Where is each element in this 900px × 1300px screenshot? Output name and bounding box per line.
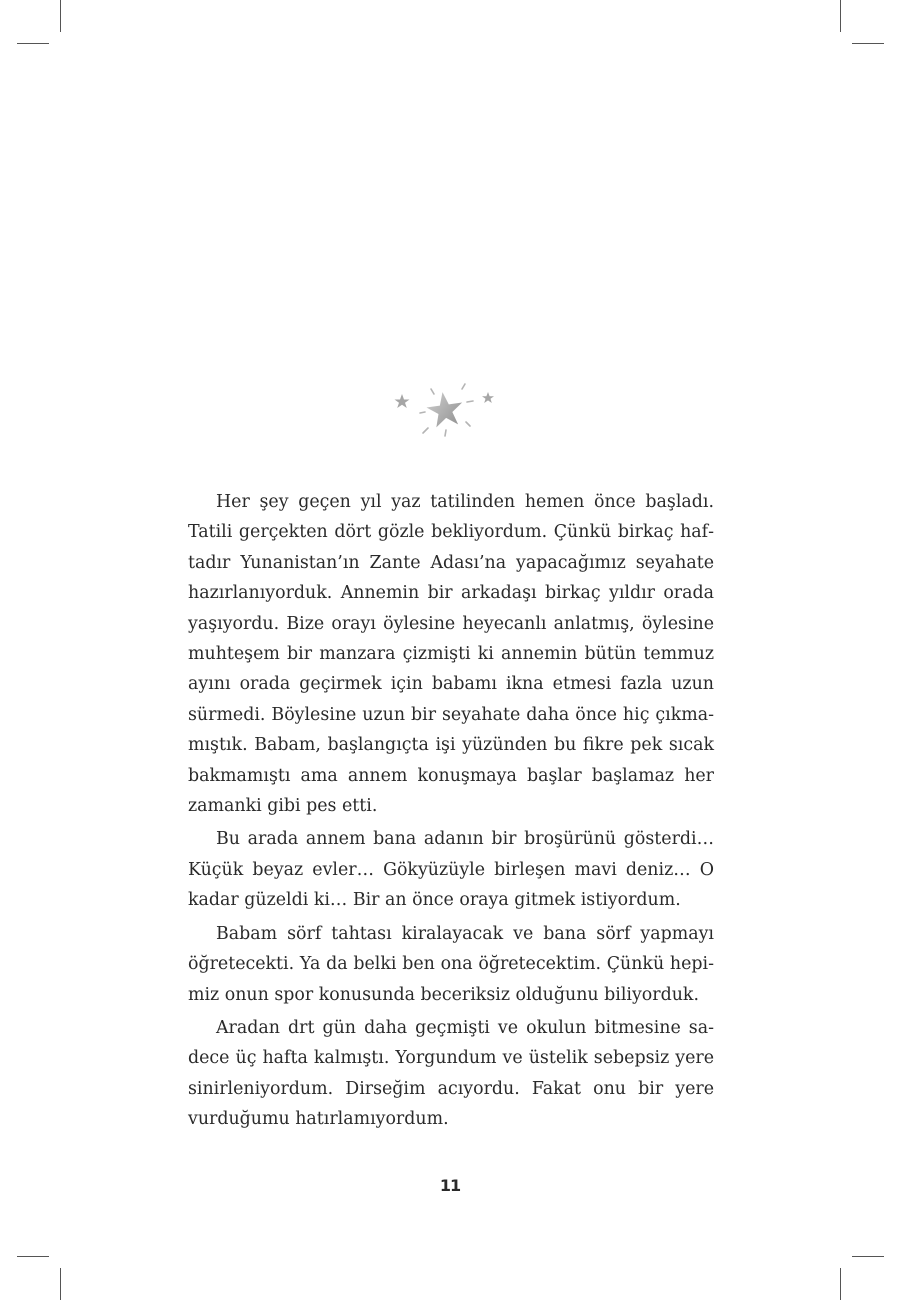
stars-ornament-icon: [390, 380, 500, 440]
paragraph: Aradan drt gün daha geçmişti ve okulun bitmesine sadece üç hafta kalmıştı. Yorgundum ve üstelik sebepsiz yere sinirleniyordum. Dirseğim acıyordu. Fakat onu bir yere vurduğumu hatırlamıyordum.: [188, 1017, 714, 1130]
crop-mark-bottom-right-vertical: [840, 1268, 841, 1300]
crop-mark-top-left-horizontal: [17, 43, 49, 44]
stars-ornament-svg: [390, 380, 500, 440]
large-star-icon: [425, 390, 465, 429]
crop-mark-bottom-left-horizontal: [17, 1256, 49, 1257]
crop-mark-top-right-horizontal: [852, 43, 884, 44]
page-number: 11: [439, 1176, 461, 1195]
crop-mark-top-left-vertical: [60, 0, 61, 32]
paragraph: Babam sörf tahtası kiralayacak ve bana sörf yapmayı öğretecekti. Ya da belki ben ona öğretecektim. Çünkü hepimiz onun spor konusunda beceriksiz olduğunu biliyorduk.: [188, 923, 714, 1005]
paragraph: Bu arada annem bana adanın bir broşürünü gösterdi… Küçük beyaz evler… Gökyüzüyle birleşen mavi deniz… O kadar güzeldi ki… Bir an önce oraya gitmek istiyordum.: [188, 829, 714, 911]
body-text: [188, 487, 714, 1135]
paragraph: Her şey geçen yıl yaz tatilinden hemen önce başladı. Tatili gerçekten dört gözle bekliyordum. Çünkü birkaç haftadır Yunanistan’ın Zante Adası’na yapacağımız seyahate hazırlanıyorduk. Annemin bir arkadaşı birkaç yıldır orada yaşıyordu. Bize orayı öylesine heyecanlı anlatmış, öylesine muhteşem bir manzara çizmişti ki annemin bütün temmuz ayını orada geçirmek için babamı ikna etmesi fazla uzun sürmedi. Böylesine uzun bir seyahate daha önce hiç çıkmamıştık. Babam, başlangıçta işi yüzünden bu fikre pek sıcak bakmamıştı ama annem konuşmaya başlar başlamaz her zamanki gibi pes etti.: [188, 492, 714, 817]
crop-mark-top-right-vertical: [840, 0, 841, 32]
crop-mark-bottom-left-vertical: [60, 1268, 61, 1300]
crop-mark-bottom-right-horizontal: [852, 1256, 884, 1257]
small-star-right-icon: [482, 392, 494, 403]
small-star-left-icon: [395, 394, 410, 408]
